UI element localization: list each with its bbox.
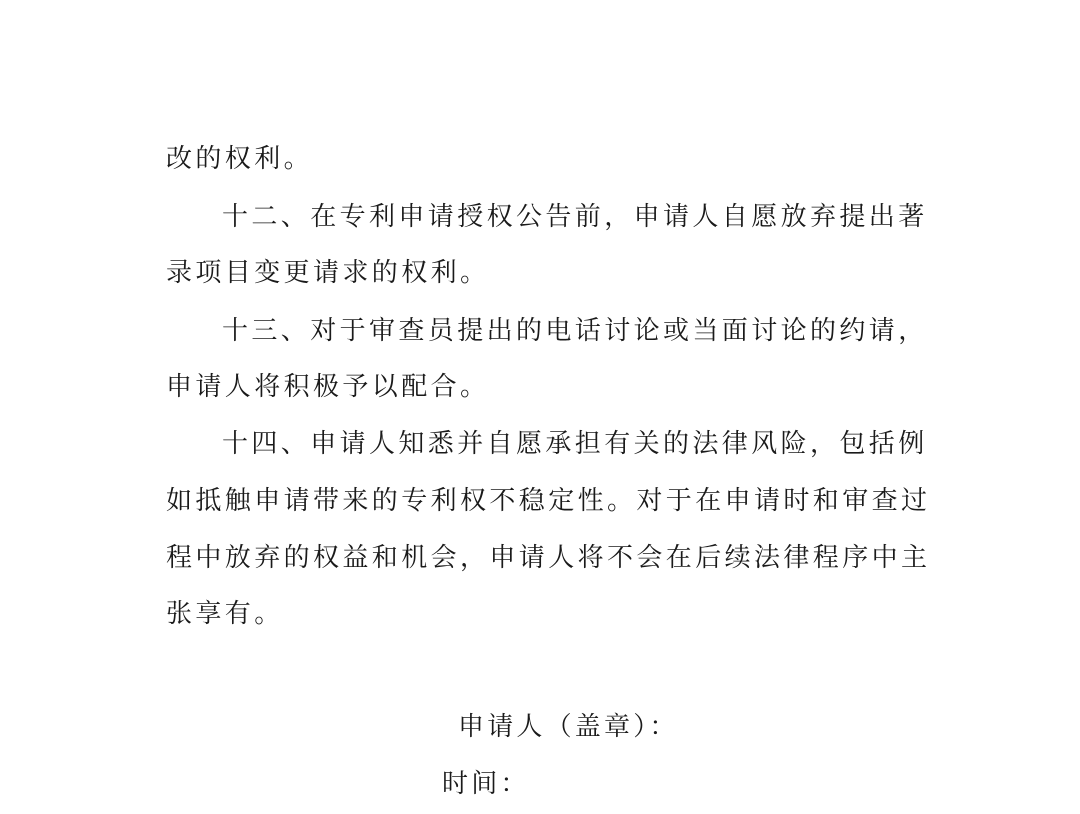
paragraph-line: 如抵触申请带来的专利权不稳定性。对于在申请时和审查过 (166, 486, 931, 516)
paragraph-line: 张享有。 (166, 599, 284, 629)
applicant-seal-label: 申请人（盖章）： (458, 712, 679, 742)
paragraph-line: 改的权利。 (166, 144, 314, 174)
date-label: 时间： (442, 769, 530, 799)
paragraph-line: 十三、对于审查员提出的电话讨论或当面讨论的约请， (222, 316, 928, 346)
paragraph-line: 十二、在专利申请授权公告前，申请人自愿放弃提出著 (222, 202, 928, 232)
paragraph-line: 申请人将积极予以配合。 (166, 372, 490, 402)
paragraph-line: 录项目变更请求的权利。 (166, 258, 490, 288)
paragraph-line: 程中放弃的权益和机会，申请人将不会在后续法律程序中主 (166, 543, 931, 573)
paragraph-line: 十四、申请人知悉并自愿承担有关的法律风险，包括例 (222, 429, 928, 459)
